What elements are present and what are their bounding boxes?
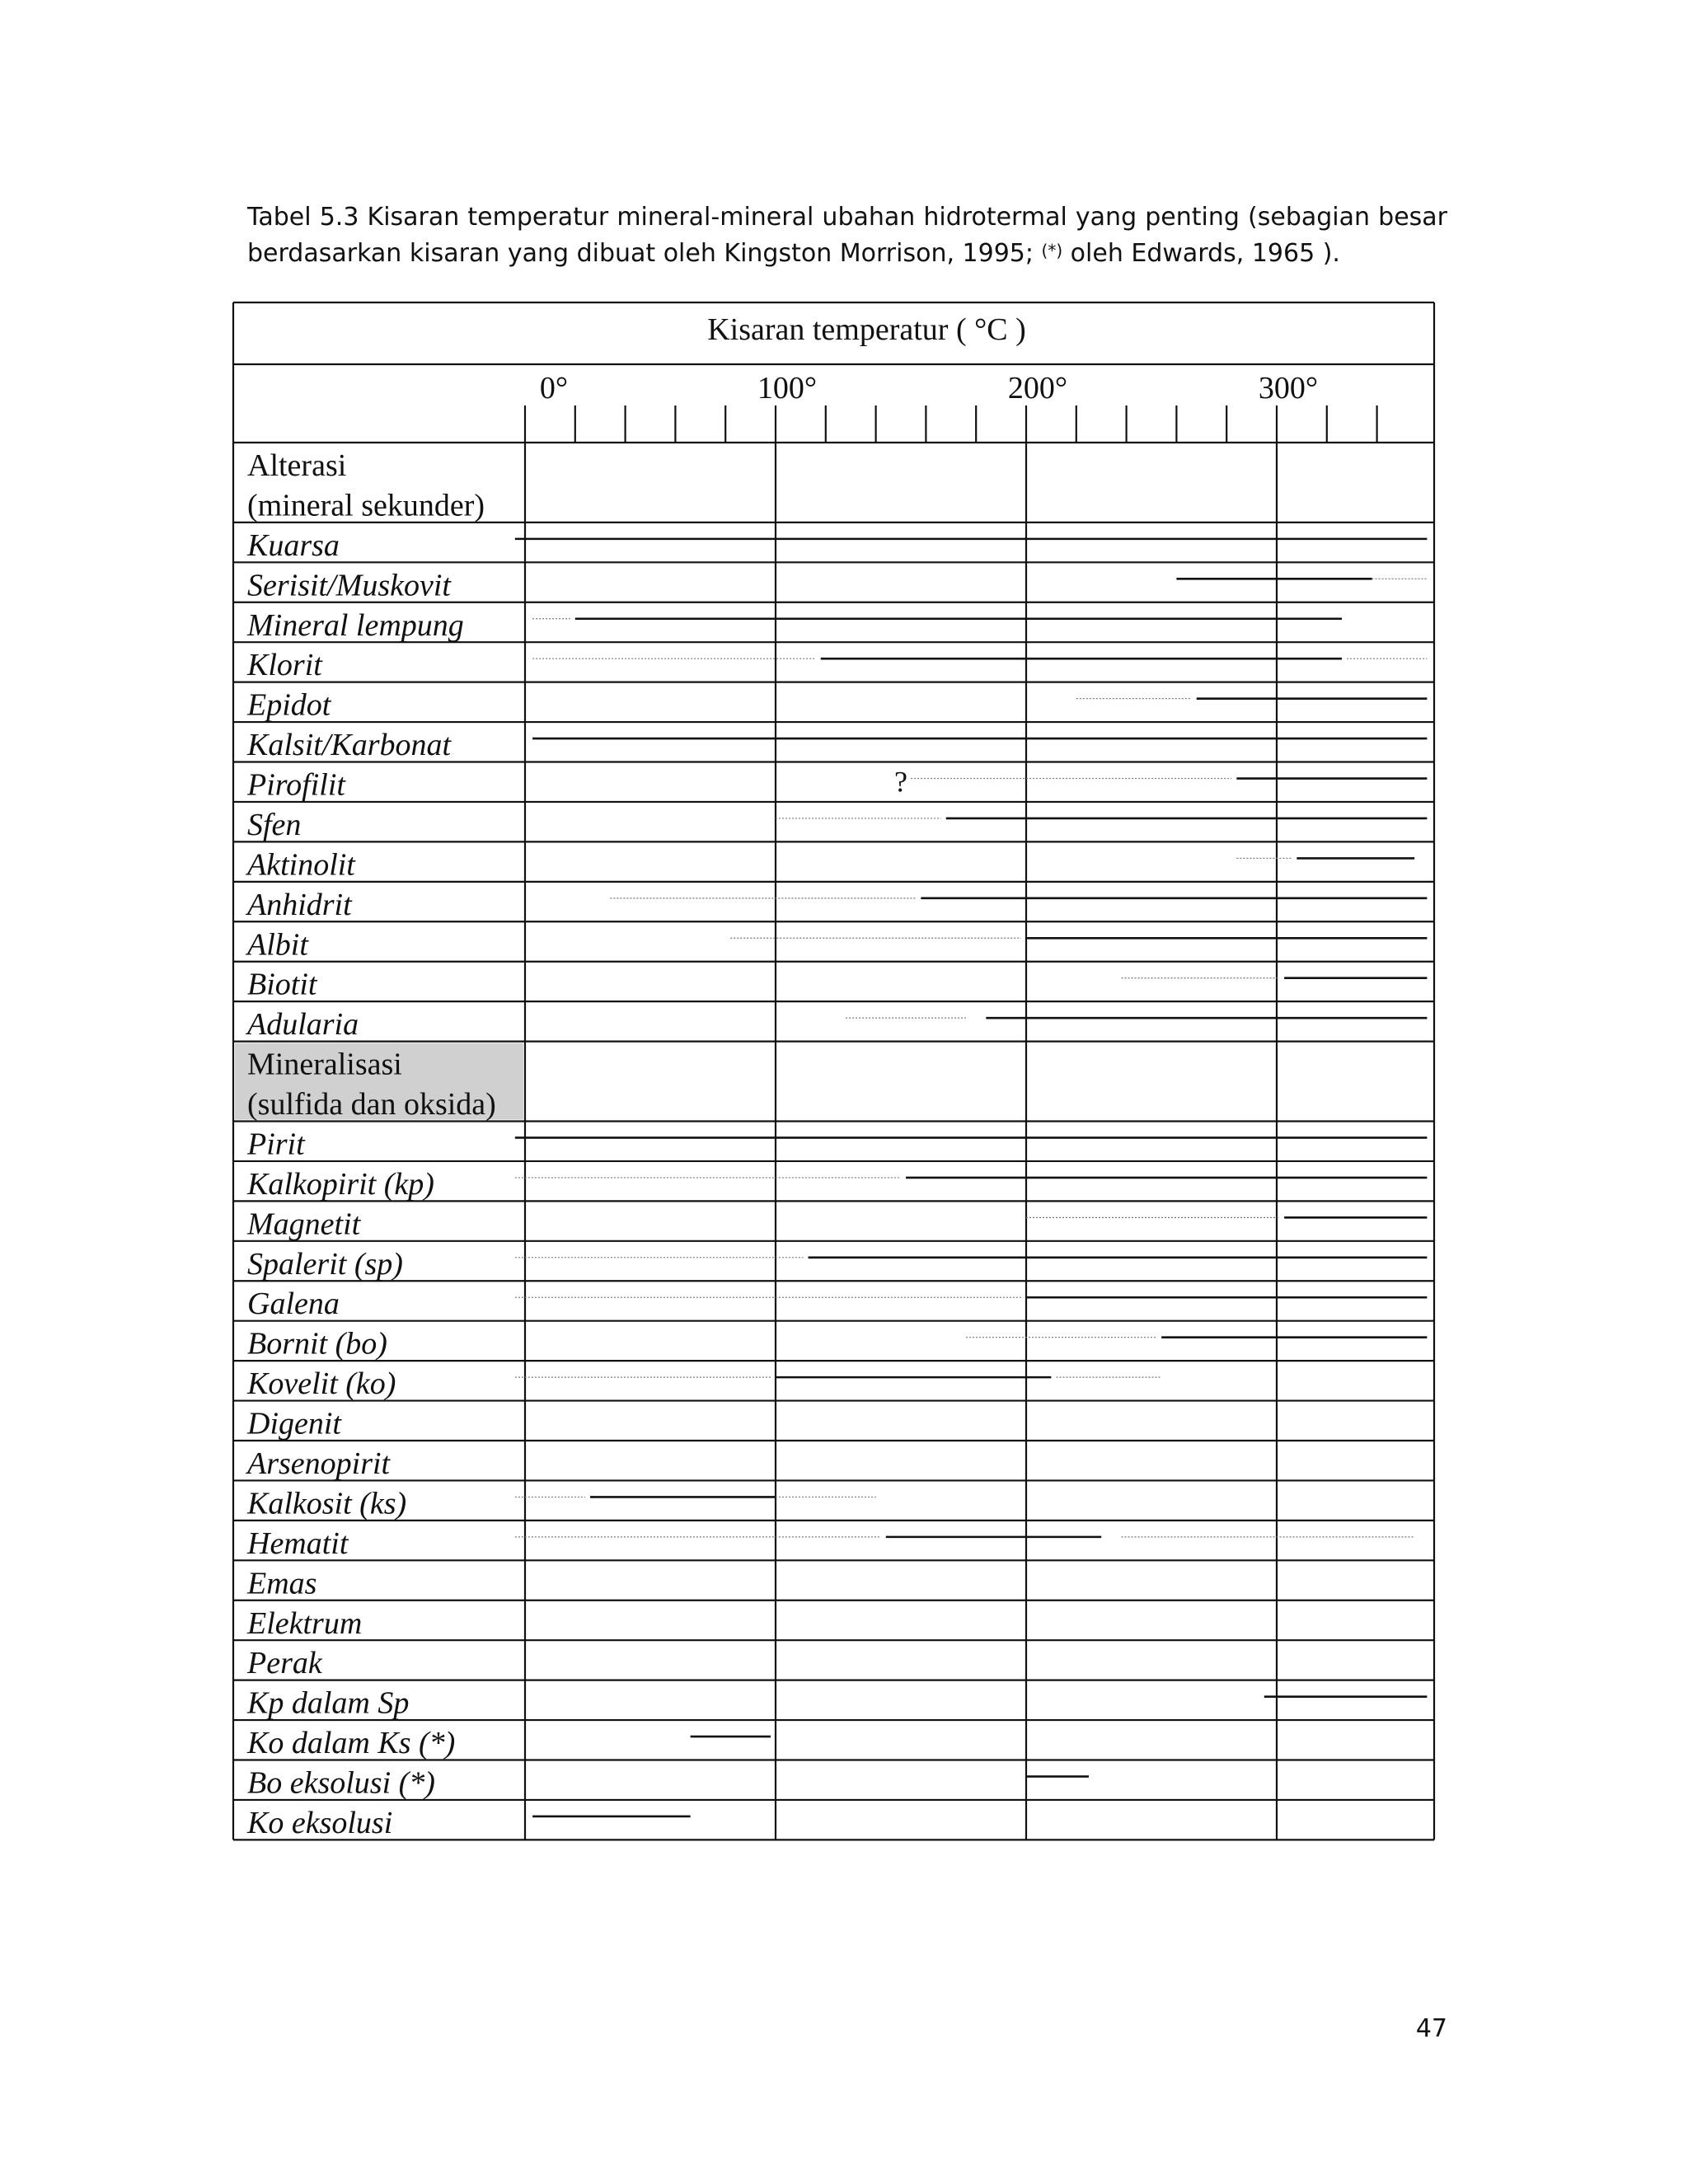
mineral-label: Anhidrit <box>247 887 352 922</box>
mineral-label: Perak <box>247 1646 322 1681</box>
tick-label: 0° <box>539 371 569 405</box>
mineral-label: Sfen <box>247 807 302 842</box>
caption-marker: (*) <box>1041 241 1063 260</box>
page-number: 47 <box>1415 2014 1447 2043</box>
tick-label: 200° <box>1007 371 1068 405</box>
mineral-label: Albit <box>247 927 308 963</box>
caption-text-b: oleh Edwards, 1965 ). <box>1062 239 1340 268</box>
mineral-label: Ko eksolusi <box>247 1805 393 1840</box>
mineral-label: Arsenopirit <box>247 1446 391 1481</box>
section-label: Alterasi <box>247 448 347 483</box>
table-header-title: Kisaran temperatur ( °C ) <box>707 312 1026 347</box>
tick-label: 100° <box>757 371 818 405</box>
mineral-label: Elektrum <box>247 1605 363 1641</box>
mineral-label: Kovelit (ko) <box>247 1366 396 1402</box>
mineral-label: Emas <box>247 1566 317 1601</box>
mineral-label: Ko dalam Ks (*) <box>247 1726 456 1761</box>
mineral-label: Bo eksolusi (*) <box>247 1765 435 1801</box>
section-label: (mineral sekunder) <box>247 488 485 523</box>
mineral-label: Magnetit <box>247 1207 361 1242</box>
mineral-label: Biotit <box>247 967 317 1002</box>
mineral-label: Klorit <box>247 648 322 683</box>
mineral-label: Hematit <box>247 1526 349 1561</box>
tick-label: 300° <box>1258 371 1319 405</box>
mineral-label: Aktinolit <box>247 847 355 883</box>
mineral-label: Pirofilit <box>247 767 345 803</box>
mineral-label: Galena <box>247 1286 340 1322</box>
mineral-label: Spalerit (sp) <box>247 1246 403 1282</box>
section-label: (sulfida dan oksida) <box>247 1087 496 1122</box>
section-label: Mineralisasi <box>247 1047 402 1082</box>
mineral-label: Kalkosit (ks) <box>247 1486 407 1521</box>
mineral-label: Mineral lempung <box>247 607 464 643</box>
mineral-label: Serisit/Muskovit <box>247 568 451 603</box>
mineral-label: Epidot <box>247 687 331 723</box>
uncertain-mark: ? <box>894 765 907 799</box>
mineral-label: Digenit <box>247 1406 341 1441</box>
mineral-label: Adularia <box>247 1007 359 1043</box>
mineral-label: Bornit (bo) <box>247 1326 387 1361</box>
mineral-label: Kalkopirit (kp) <box>247 1166 434 1202</box>
caption-text-a: Tabel 5.3 Kisaran temperatur mineral-mineral ubahan hidrotermal yang penting (sebagian besar berdasarkan kisaran yang dibuat oleh Kingston Morrison, 1995; <box>247 203 1447 268</box>
mineral-label: Kp dalam Sp <box>247 1685 410 1721</box>
mineral-label: Kalsit/Karbonat <box>247 728 452 763</box>
mineral-label: Pirit <box>247 1127 305 1162</box>
mineral-label: Kuarsa <box>247 527 340 563</box>
